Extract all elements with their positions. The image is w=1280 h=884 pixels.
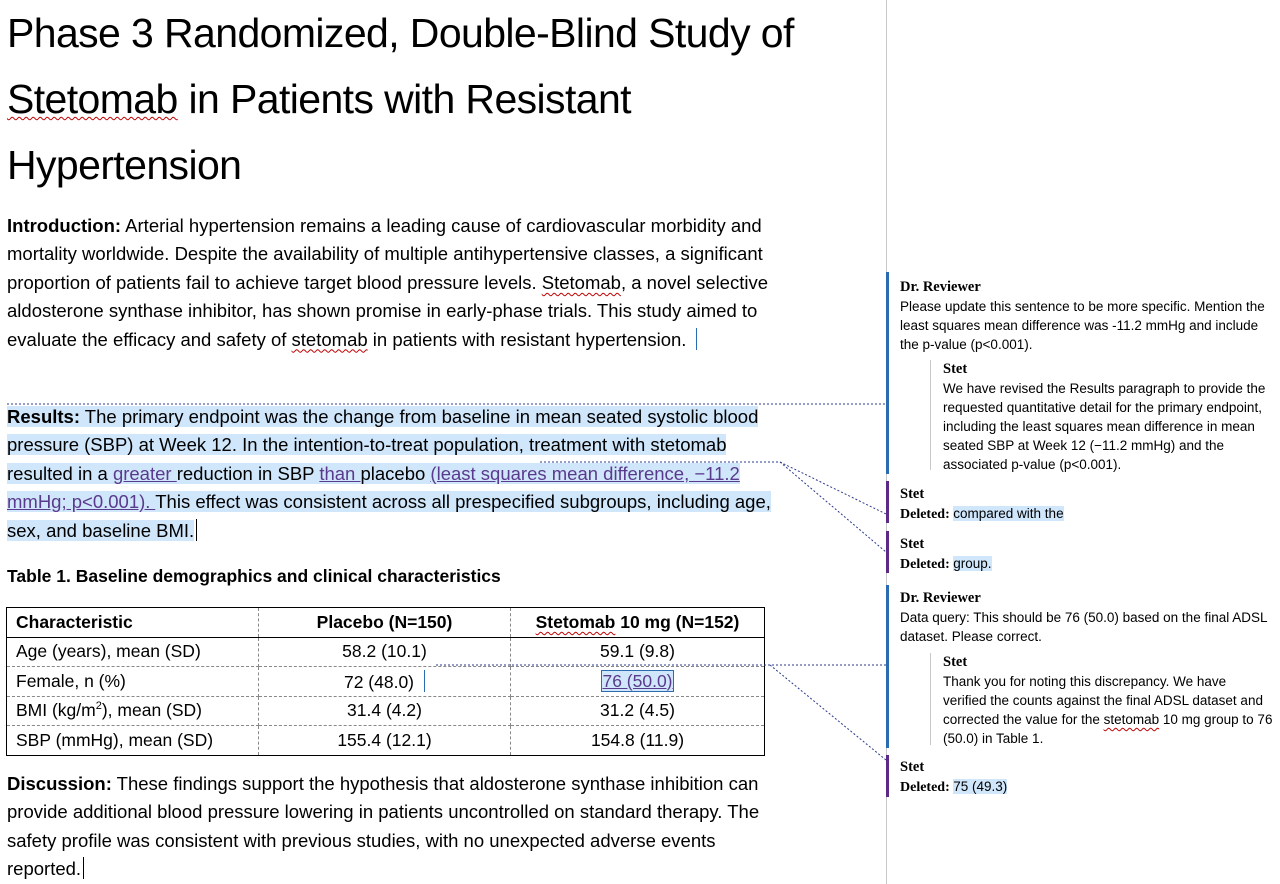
table-cell[interactable]: 31.2 (4.5) [511, 696, 765, 726]
spelling-flag[interactable]: stetomab [291, 328, 368, 350]
comment-text: Thank you for noting this discrepancy. We have verified the counts against the final ADSL dataset and corrected the value for the stetomab 10 mg group to 76 (50.0) in Table 1. [943, 674, 1273, 746]
spelling-flag[interactable]: stetomab [1103, 712, 1160, 727]
table-cell[interactable]: BMI $(kg/m^2)$, mean (SD) [7, 696, 259, 726]
results-paragraph[interactable]: Results: The primary endpoint was the change from baseline in mean seated systolic blood pressure (SBP) at Week 12. In the intention-to-treat population, treatment with stetomab resulted in a greater reduction in SBP than placebo (least squares mean difference, −11.2 mmHg; p<0.001). This effect was consistent across all prespecified subgroups, including age, sex, and baseline BMI. [7, 406, 771, 541]
comment-author: Stet [943, 361, 968, 377]
comment-bar [886, 585, 889, 748]
table-header-row [7, 608, 765, 638]
comment-text: Please update this sentence to be more specific. Mention the least squares mean difference was -11.2 mmHg and include the p-value (p<0.001). [900, 299, 1265, 352]
spelling-flag[interactable]: Stetomab [535, 611, 616, 632]
table-cell[interactable]: Female, n (%) [7, 667, 259, 697]
spelling-flag[interactable]: Stetomab [541, 271, 621, 293]
reply-card[interactable] [943, 653, 1273, 748]
comment-author: Stet [900, 486, 925, 502]
reply-divider [930, 653, 931, 745]
table-cell[interactable]: 155.4 (12.1) [259, 726, 511, 756]
text-cursor [196, 519, 197, 541]
deletion-bar [886, 481, 889, 523]
deleted-text: compared with the [953, 506, 1064, 521]
comment-author: Stet [943, 654, 968, 670]
table-row [7, 637, 765, 667]
page-title: Phase 3 Randomized, Double-Blind Study of Stetomab in Patients with Resistant Hypertension [7, 10, 794, 188]
deletion-balloon[interactable]: Stet Deleted: compared with the [900, 485, 1270, 524]
insertion[interactable]: greater [112, 462, 177, 484]
insertion[interactable]: than [319, 462, 361, 484]
comment-card[interactable] [900, 589, 1270, 646]
deletion-bar [886, 755, 889, 797]
comment-card[interactable] [900, 278, 1275, 354]
table-cell[interactable]: 58.2 (10.1) [259, 637, 511, 667]
comment-author: Stet [900, 536, 925, 552]
discussion-paragraph[interactable]: Discussion: These findings support the hypothesis that aldosterone synthase inhibition can provide additional blood pressure lowering in patients uncontrolled on standard therapy. The safety profile was consistent with previous studies, with no unexpected adverse events reported. [7, 773, 760, 880]
deletion-balloon[interactable]: Stet Deleted: 75 (49.3) [900, 758, 1270, 797]
table-cell[interactable]: SBP (mmHg), mean (SD) [7, 726, 259, 756]
table-cell[interactable]: 72 (48.0) [259, 667, 511, 697]
text-cursor [83, 857, 84, 879]
baseline-table[interactable] [6, 607, 765, 756]
comment-bar [886, 272, 889, 474]
introduction-paragraph[interactable]: Introduction: Arterial hypertension remains a leading cause of cardiovascular morbidity and mortality worldwide. Despite the availability of multiple antihypertensive classes, a significant proportion of patients fail to achieve target blood pressure levels. Stetomab, a novel selective aldosterone synthase inhibitor, has shown promise in early-phase trials. This study aimed to evaluate the efficacy and safety of stetomab in patients with resistant hypertension. [7, 215, 769, 350]
comment-author: Dr. Reviewer [900, 279, 981, 295]
table-cell[interactable]: 59.1 (9.8) [511, 637, 765, 667]
table-cell[interactable]: 154.8 (11.9) [511, 726, 765, 756]
insertion[interactable]: (least squares mean difference, −11.2 mmHg; p<0.001). [7, 462, 740, 513]
comment-text: We have revised the Results paragraph to provide the requested quantitative detail for the primary endpoint, including the least squares mean difference in mean seated SBP at Week 12 (−11.2 mmHg) and the associated p-value (p<0.001). [943, 381, 1266, 472]
comment-author: Stet [900, 759, 925, 775]
deleted-text: group. [953, 556, 992, 571]
table-cell[interactable]: 31.4 (4.2) [259, 696, 511, 726]
comment-anchor [424, 670, 425, 692]
reply-divider [930, 360, 931, 470]
deletion-balloon[interactable]: Stet Deleted: group. [900, 535, 1270, 574]
table-header: Placebo (N=150) [259, 608, 511, 638]
spelling-flag[interactable]: Stetomab [7, 76, 178, 122]
comment-anchor [696, 328, 697, 350]
comment-text: Data query: This should be 76 (50.0) based on the final ADSL dataset. Please correct. [900, 610, 1267, 644]
table-cell[interactable] [511, 667, 765, 697]
table-row [7, 696, 765, 726]
deleted-text: 75 (49.3) [953, 779, 1008, 794]
table-caption: Table 1. Baseline demographics and clinical characteristics [7, 566, 501, 586]
deletion-bar [886, 531, 889, 573]
table-header: Characteristic [7, 608, 259, 638]
table-row [7, 726, 765, 756]
reply-card[interactable] [943, 360, 1273, 474]
table-row [7, 667, 765, 697]
table-cell[interactable]: Age (years), mean (SD) [7, 637, 259, 667]
comment-author: Dr. Reviewer [900, 590, 981, 606]
revised-cell-value[interactable]: 76 (50.0) [602, 670, 673, 691]
table-header: Stetomab 10 mg (N=152) [511, 608, 765, 638]
